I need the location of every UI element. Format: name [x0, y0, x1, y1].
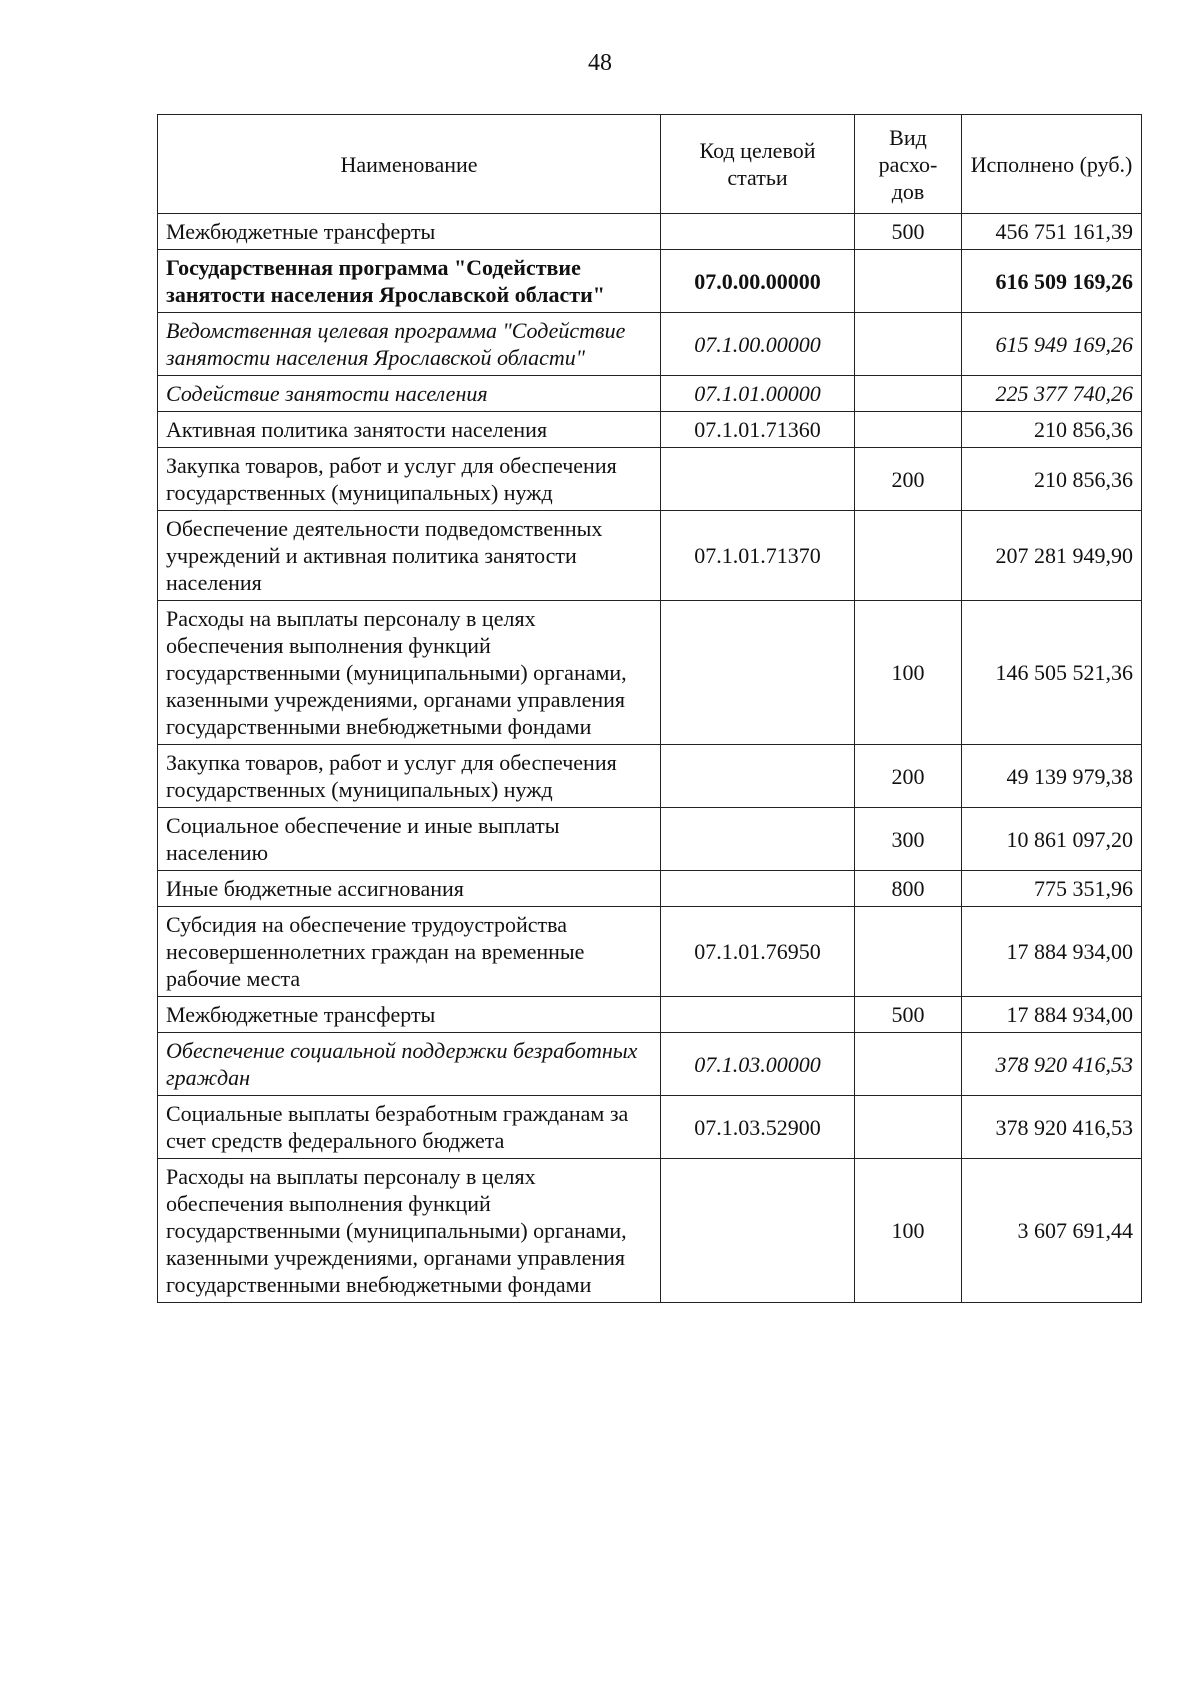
table-row [158, 601, 1142, 745]
row-name-cell: Ведомственная целевая программа "Содействие занятости населения Ярославской области" [158, 313, 661, 376]
row-code-cell: 07.1.03.00000 [661, 1033, 855, 1096]
row-amount-cell: 616 509 169,26 [962, 250, 1142, 313]
row-name-cell: Расходы на выплаты персоналу в целях обеспечения выполнения функций государственными (муниципальными) органами, казенными учреждениями, органами управления государственными внебюджетными фондами [158, 1159, 661, 1303]
table-body [158, 214, 1142, 1303]
header-amount: Исполнено (руб.) [962, 115, 1142, 214]
row-amount-cell: 210 856,36 [962, 448, 1142, 511]
row-code-cell [661, 808, 855, 871]
row-amount-cell: 775 351,96 [962, 871, 1142, 907]
row-type-cell [855, 313, 962, 376]
header-name: Наименование [158, 115, 661, 214]
row-name-cell: Государственная программа "Содействие занятости населения Ярославской области" [158, 250, 661, 313]
table-row [158, 1159, 1142, 1303]
row-amount-cell: 225 377 740,26 [962, 376, 1142, 412]
row-type-cell [855, 511, 962, 601]
row-type-cell [855, 1033, 962, 1096]
row-code-cell: 07.1.01.00000 [661, 376, 855, 412]
table-row [158, 808, 1142, 871]
row-name-cell: Иные бюджетные ассигнования [158, 871, 661, 907]
row-name-cell: Закупка товаров, работ и услуг для обеспечения государственных (муниципальных) нужд [158, 745, 661, 808]
row-amount-cell: 10 861 097,20 [962, 808, 1142, 871]
row-amount-cell: 49 139 979,38 [962, 745, 1142, 808]
table-row [158, 214, 1142, 250]
row-name-cell: Межбюджетные трансферты [158, 214, 661, 250]
row-type-cell [855, 376, 962, 412]
table-row [158, 448, 1142, 511]
row-name-cell: Социальное обеспечение и иные выплаты населению [158, 808, 661, 871]
row-name-cell: Субсидия на обеспечение трудоустройства несовершеннолетних граждан на временные рабочие места [158, 907, 661, 997]
row-amount-cell: 210 856,36 [962, 412, 1142, 448]
table-row [158, 997, 1142, 1033]
row-code-cell: 07.1.00.00000 [661, 313, 855, 376]
table-row [158, 871, 1142, 907]
row-amount-cell: 17 884 934,00 [962, 907, 1142, 997]
row-name-cell: Межбюджетные трансферты [158, 997, 661, 1033]
row-code-cell [661, 448, 855, 511]
row-amount-cell: 146 505 521,36 [962, 601, 1142, 745]
row-code-cell: 07.1.01.71370 [661, 511, 855, 601]
table-row [158, 412, 1142, 448]
row-code-cell [661, 745, 855, 808]
table-row [158, 250, 1142, 313]
row-amount-cell: 3 607 691,44 [962, 1159, 1142, 1303]
row-name-cell: Обеспечение деятельности подведомственных учреждений и активная политика занятости населения [158, 511, 661, 601]
row-type-cell [855, 250, 962, 313]
row-name-cell: Социальные выплаты безработным гражданам за счет средств федерального бюджета [158, 1096, 661, 1159]
row-type-cell: 500 [855, 214, 962, 250]
row-code-cell: 07.1.01.76950 [661, 907, 855, 997]
page-number: 48 [588, 50, 612, 76]
row-type-cell: 100 [855, 1159, 962, 1303]
table-row [158, 907, 1142, 997]
table-row [158, 313, 1142, 376]
table-row [158, 376, 1142, 412]
row-amount-cell: 378 920 416,53 [962, 1033, 1142, 1096]
row-amount-cell: 17 884 934,00 [962, 997, 1142, 1033]
row-amount-cell: 615 949 169,26 [962, 313, 1142, 376]
table-row [158, 1096, 1142, 1159]
row-amount-cell: 378 920 416,53 [962, 1096, 1142, 1159]
row-type-cell: 300 [855, 808, 962, 871]
row-code-cell: 07.1.03.52900 [661, 1096, 855, 1159]
row-name-cell: Содействие занятости населения [158, 376, 661, 412]
row-type-cell: 200 [855, 448, 962, 511]
row-type-cell [855, 907, 962, 997]
table-header-row [158, 115, 1142, 214]
row-type-cell: 100 [855, 601, 962, 745]
row-code-cell: 07.1.01.71360 [661, 412, 855, 448]
row-type-cell [855, 412, 962, 448]
table-row [158, 745, 1142, 808]
row-code-cell: 07.0.00.00000 [661, 250, 855, 313]
row-code-cell [661, 601, 855, 745]
row-amount-cell: 456 751 161,39 [962, 214, 1142, 250]
row-name-cell: Обеспечение социальной поддержки безработных граждан [158, 1033, 661, 1096]
header-type: Вид расхо-дов [855, 115, 962, 214]
row-code-cell [661, 871, 855, 907]
table-row [158, 1033, 1142, 1096]
row-name-cell: Активная политика занятости населения [158, 412, 661, 448]
row-amount-cell: 207 281 949,90 [962, 511, 1142, 601]
row-type-cell: 800 [855, 871, 962, 907]
row-type-cell: 200 [855, 745, 962, 808]
table-row [158, 511, 1142, 601]
row-name-cell: Расходы на выплаты персоналу в целях обеспечения выполнения функций государственными (муниципальными) органами, казенными учреждениями, органами управления государственными внебюджетными фондами [158, 601, 661, 745]
row-code-cell [661, 1159, 855, 1303]
row-name-cell: Закупка товаров, работ и услуг для обеспечения государственных (муниципальных) нужд [158, 448, 661, 511]
header-code: Код целевой статьи [661, 115, 855, 214]
row-type-cell: 500 [855, 997, 962, 1033]
row-code-cell [661, 997, 855, 1033]
row-type-cell [855, 1096, 962, 1159]
row-code-cell [661, 214, 855, 250]
budget-table [157, 114, 1142, 1303]
